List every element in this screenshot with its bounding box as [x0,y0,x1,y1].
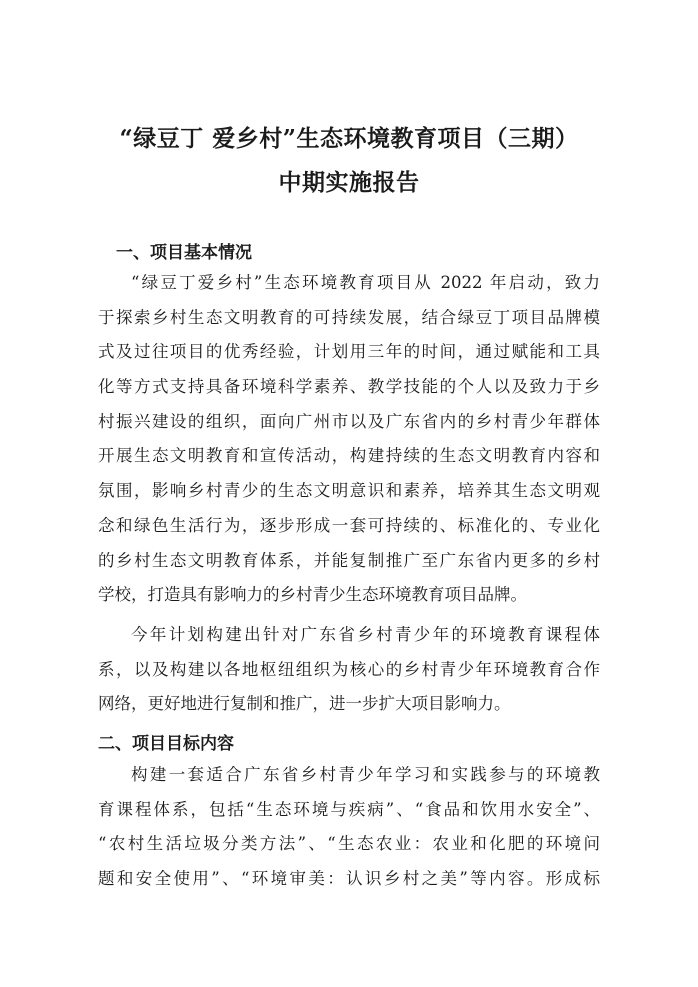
paragraph-line: 学校，打造具有影响力的乡村青少生态环境教育项目品牌。 [98,585,527,605]
paragraph-line: 开展生态文明教育和宣传活动，构建持续的生态文明教育内容和 [98,446,600,466]
paragraph-line: 于探索乡村生态文明教育的可持续发展，结合绿豆丁项目品牌模 [98,307,600,327]
paragraph-line: “农村生活垃圾分类方法”、“生态农业：农业和化肥的环境问 [98,834,600,854]
paragraph-line: 网络，更好地进行复制和推广，进一步扩大项目影响力。 [98,694,511,714]
paragraph-line: 今年计划构建出针对广东省乡村青少年的环境教育课程体 [131,625,600,644]
paragraph-line: 题和安全使用”、“环境审美：认识乡村之美”等内容。形成标 [98,869,600,889]
section2-heading: 二、项目目标内容 [98,734,234,754]
paragraph-line: 式及过往项目的优秀经验，计划用三年的时间，通过赋能和工具 [98,342,600,362]
paragraph-line: “绿豆丁爱乡村”生态环境教育项目从 2022 年启动，致力 [131,273,600,292]
section1-paragraph2 [98,618,600,722]
paragraph-line: 村振兴建设的组织，面向广州市以及广东省内的乡村青少年群体 [98,411,600,431]
paragraph-line: 化等方式支持具备环境科学素养、教学技能的个人以及致力于乡 [98,377,600,397]
document-title-line1: “绿豆丁 爱乡村”生态环境教育项目（三期） [119,125,579,152]
section2-paragraph1 [98,758,600,897]
paragraph-line: 构建一套适合广东省乡村青少年学习和实践参与的环境教 [131,765,600,784]
section1-paragraph1 [98,266,600,613]
section1-heading: 一、项目基本情况 [116,243,252,263]
paragraph-line: 育课程体系，包括“生态环境与疾病”、“食品和饮用水安全”、 [98,799,600,819]
paragraph-line: 系，以及构建以各地枢纽组织为核心的乡村青少年环境教育合作 [98,659,600,679]
paragraph-line: 氛围，影响乡村青少的生态文明意识和素养，培养其生态文明观 [98,481,600,501]
document-title-line2: 中期实施报告 [278,169,420,196]
paragraph-line: 的乡村生态文明教育体系，并能复制推广至广东省内更多的乡村 [98,550,600,570]
paragraph-line: 念和绿色生活行为，逐步形成一套可持续的、标准化的、专业化 [98,515,600,535]
